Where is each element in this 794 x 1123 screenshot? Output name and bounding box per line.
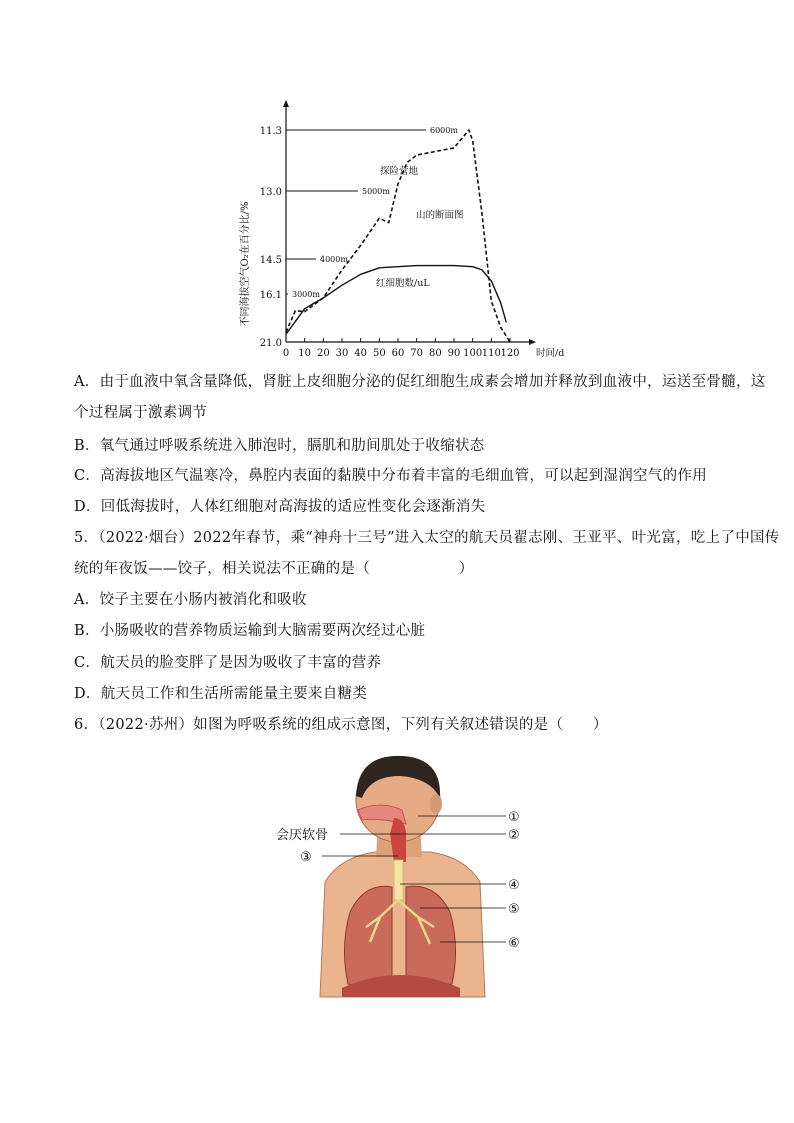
option-b: B．氧气通过呼吸系统进入肺泡时，膈肌和肋间肌处于收缩状态 xyxy=(74,438,485,454)
marker-3: ③ xyxy=(300,850,312,865)
x-tick-label: 10 xyxy=(298,348,312,359)
y-tick-label: 21.0 xyxy=(259,338,282,349)
label-epiglottis: 会厌软骨 xyxy=(276,828,329,843)
x-tick-label: 100 xyxy=(463,348,483,359)
altitude-chart xyxy=(228,98,565,360)
q5-option-b: B．小肠吸收的营养物质运输到大脑需要两次经过心脏 xyxy=(74,623,426,639)
option-a-line2: 个过程属于激素调节 xyxy=(74,405,208,421)
annotation-red-cells: 红细胞数/uL xyxy=(376,278,430,289)
x-tick-label: 120 xyxy=(500,348,520,359)
x-tick-label: 110 xyxy=(481,348,501,359)
series-red-blood-cell-line xyxy=(286,266,506,335)
chart-series xyxy=(286,130,510,342)
marker-2: ② xyxy=(508,828,520,843)
y-tick-label: 14.5 xyxy=(259,255,282,266)
x-tick-label: 0 xyxy=(282,348,290,359)
x-axis-arrow xyxy=(529,339,536,345)
altitude-label: 6000m xyxy=(430,126,458,135)
marker-4: ④ xyxy=(508,878,520,893)
option-a-line1: A．由于血液中氧含量降低，肾脏上皮细胞分泌的促红细胞生成素会增加并释放到血液中，运送至骨髓，这 xyxy=(74,374,766,390)
trachea xyxy=(394,860,403,900)
marker-5: ⑤ xyxy=(508,902,520,917)
option-d: D．回低海拔时，人体红细胞对高海拔的适应性变化会逐渐消失 xyxy=(74,499,486,515)
y-tick-label: 13.0 xyxy=(259,187,282,198)
altitude-label: 3000m xyxy=(292,290,320,299)
question-6: 6．（2022·苏州）如图为呼吸系统的组成示意图，下列有关叙述错误的是（ ） xyxy=(74,717,608,733)
x-tick-label: 60 xyxy=(391,348,405,359)
x-axis-label: 时间/d xyxy=(536,348,565,359)
ear-shape xyxy=(430,794,442,814)
marker-6: ⑥ xyxy=(508,936,520,951)
annotation-mountain-profile: 山的断面图 xyxy=(416,210,464,221)
q5-option-c: C．航天员的脸变胖了是因为吸收了丰富的营养 xyxy=(74,655,382,671)
respiratory-system-figure xyxy=(270,752,530,1000)
series-mountain-profile-line xyxy=(286,130,510,342)
marker-1: ① xyxy=(508,810,520,825)
x-tick-label: 90 xyxy=(447,348,461,359)
option-c: C．高海拔地区气温寒冷，鼻腔内表面的黏膜中分布着丰富的毛细血管，可以起到湿润空气的作用 xyxy=(74,468,707,484)
question-5-line2: 统的年夜饭——饺子，相关说法不正确的是（ ） xyxy=(74,561,474,577)
q5-option-d: D．航天员工作和生活所需能量主要来自糖类 xyxy=(74,686,368,702)
annotation-camp: 探险营地 xyxy=(380,166,419,177)
x-ticks xyxy=(283,338,520,359)
x-tick-label: 40 xyxy=(354,348,368,359)
altitude-label: 5000m xyxy=(362,187,390,196)
question-5-line1: 5．（2022·烟台）2022年春节，乘“神舟十三号”进入太空的航天员翟志刚、王亚平、叶光富，吃上了中国传 xyxy=(74,530,780,546)
x-tick-label: 20 xyxy=(316,348,330,359)
x-tick-label: 50 xyxy=(372,348,386,359)
y-tick-label: 16.1 xyxy=(259,290,282,301)
altitude-label: 4000m xyxy=(320,255,348,264)
y-tick-label: 11.3 xyxy=(259,126,282,137)
y-axis-label: 不同海拔空气O₂在百分比/% xyxy=(240,201,251,327)
y-axis-arrow xyxy=(283,100,289,107)
q5-option-a: A．饺子主要在小肠内被消化和吸收 xyxy=(74,592,307,608)
x-tick-label: 80 xyxy=(428,348,442,359)
y-ticks xyxy=(260,126,282,349)
x-tick-label: 30 xyxy=(335,348,349,359)
x-tick-label: 70 xyxy=(410,348,424,359)
